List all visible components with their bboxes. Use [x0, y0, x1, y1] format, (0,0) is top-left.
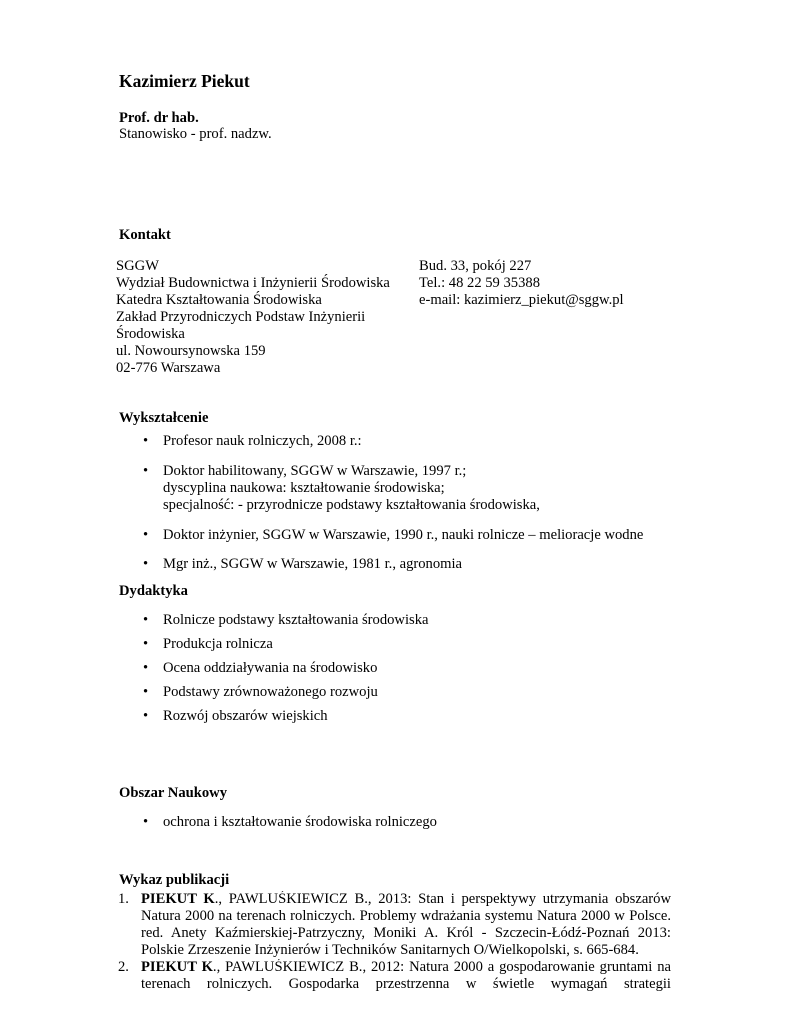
didactics-heading: Dydaktyka [119, 583, 188, 599]
contact-address [116, 258, 406, 377]
publication-item [118, 959, 671, 993]
list-item [143, 636, 723, 653]
publication-line: terenach rolniczych. Gospodarka przestrzenna w świetle wymagań strategii [141, 976, 671, 992]
didactics-text: Podstawy zrównoważonego rozwoju [163, 684, 378, 700]
address-line: Wydział Budownictwa i Inżynierii Środowiska [116, 275, 390, 291]
bullet-icon: • [143, 814, 149, 830]
research-text: ochrona i kształtowanie środowiska rolniczego [163, 814, 437, 830]
publication-author: PIEKUT K [141, 891, 215, 907]
education-text: Mgr inż., SGGW w Warszawie, 1981 r., agronomia [163, 556, 463, 572]
publication-item [118, 891, 671, 959]
publication-line [141, 959, 671, 976]
list-item [143, 463, 723, 514]
publication-number: 1. [118, 891, 129, 907]
publication-text: ., PAWLUŚKIEWICZ B., 2012: Natura 2000 a gospodarowanie gruntami na [212, 959, 671, 975]
education-text: Doktor inżynier, SGGW w Warszawie, 1990 r., nauki rolnicze – melioracje wodne [163, 527, 644, 543]
publication-number: 2. [118, 959, 129, 975]
room-line: Bud. 33, pokój 227 [419, 258, 532, 274]
phone-line: Tel.: 48 22 59 35388 [419, 275, 540, 291]
didactics-text: Rozwój obszarów wiejskich [163, 708, 328, 724]
list-item [143, 814, 723, 831]
list-item [143, 433, 723, 450]
address-line: Zakład Przyrodniczych Podstaw Inżynierii [116, 309, 366, 325]
address-line: ul. Nowoursynowska 159 [116, 343, 266, 359]
publication-text: ., PAWLUŚKIEWICZ B., 2013: Stan i perspektywy utrzymania obszarów [214, 891, 671, 907]
education-heading: Wykształcenie [119, 410, 209, 426]
email-line: e-mail: kazimierz_piekut@sggw.pl [419, 292, 624, 308]
bullet-icon: • [143, 556, 149, 572]
list-item [143, 612, 723, 629]
bullet-icon: • [143, 660, 149, 676]
bullet-icon: • [143, 708, 149, 724]
bullet-icon: • [143, 463, 149, 479]
contact-heading: Kontakt [119, 227, 171, 243]
list-item [143, 527, 723, 544]
bullet-icon: • [143, 684, 149, 700]
address-line: Środowiska [116, 326, 185, 342]
academic-degree: Prof. dr hab. [119, 110, 199, 126]
bullet-icon: • [143, 612, 149, 628]
publications-heading: Wykaz publikacji [119, 872, 230, 888]
list-item [143, 660, 723, 677]
didactics-text: Produkcja rolnicza [163, 636, 273, 652]
address-line: 02-776 Warszawa [116, 360, 221, 376]
education-text: Profesor nauk rolniczych, 2008 r.: [163, 433, 362, 449]
bullet-icon: • [143, 636, 149, 652]
bullet-icon: • [143, 527, 149, 543]
address-line: Katedra Kształtowania Środowiska [116, 292, 322, 308]
contact-details [419, 258, 679, 309]
list-item [143, 556, 723, 573]
bullet-icon: • [143, 433, 149, 449]
list-item [143, 708, 723, 725]
publication-line: Polskie Zrzeszenie Inżynierów i Techników Sanitarnych O/Wielkopolski, s. 665-684. [141, 942, 639, 958]
research-list [143, 814, 723, 831]
education-text: specjalność: - przyrodnicze podstawy kształtowania środowiska, [163, 497, 540, 513]
publication-line: red. Anety Kaźmierskiej-Patrzyczny, Moniki A. Król - Szczecin-Łódź-Poznań 2013: [141, 925, 671, 941]
didactics-list [143, 612, 723, 725]
publication-author: PIEKUT K [141, 959, 213, 975]
publications-list [118, 891, 671, 993]
didactics-text: Ocena oddziaływania na środowisko [163, 660, 378, 676]
publication-line: Natura 2000 na terenach rolniczych. Problemy wdrażania systemu Natura 2000 w Polsce. [141, 908, 671, 924]
didactics-text: Rolnicze podstawy kształtowania środowiska [163, 612, 429, 628]
position-line: Stanowisko - prof. nadzw. [119, 126, 272, 142]
education-text: dyscyplina naukowa: kształtowanie środowiska; [163, 480, 445, 496]
publication-line [141, 891, 671, 908]
list-item [143, 684, 723, 701]
research-heading: Obszar Naukowy [119, 785, 227, 801]
address-line: SGGW [116, 258, 159, 274]
education-list [143, 433, 723, 573]
education-text: Doktor habilitowany, SGGW w Warszawie, 1997 r.; [163, 463, 467, 479]
person-name: Kazimierz Piekut [119, 71, 250, 91]
